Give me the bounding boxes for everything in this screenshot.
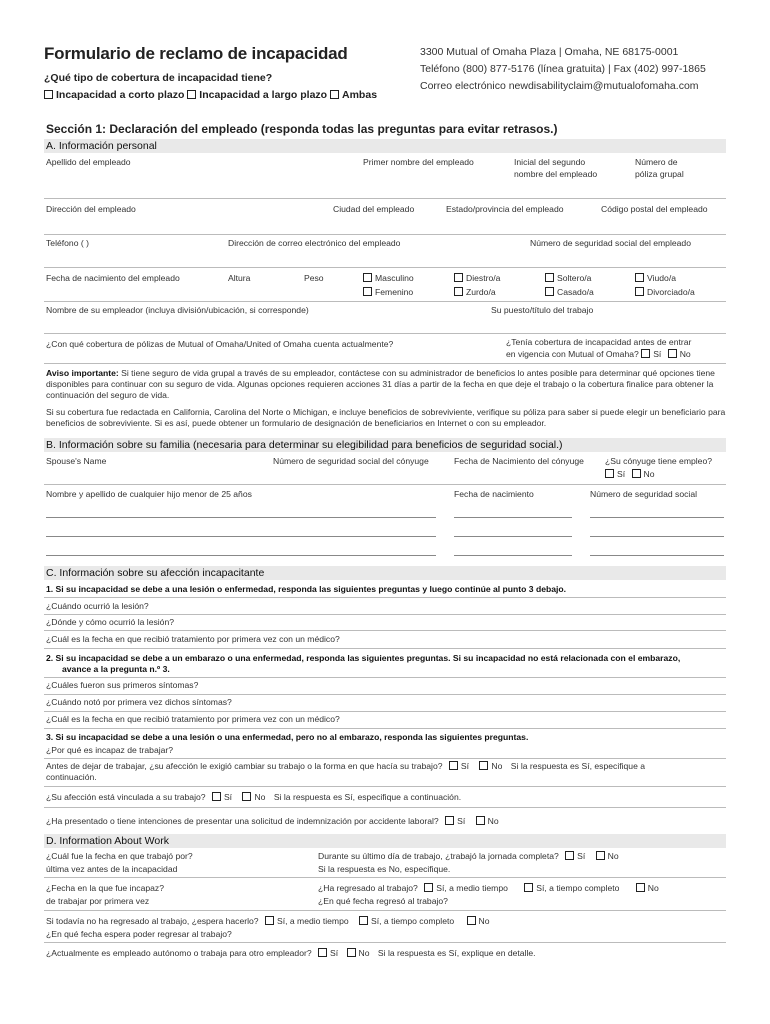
spouse-employed-no-checkbox[interactable]: No xyxy=(632,469,655,479)
field-rule xyxy=(44,333,726,334)
company-address: 3300 Mutual of Omaha Plaza | Omaha, NE 68175-0001 xyxy=(420,46,679,58)
right-handed-checkbox[interactable]: Diestro/a xyxy=(454,273,500,283)
prior-coverage-no-checkbox[interactable]: No xyxy=(668,349,691,359)
child-dob-line[interactable] xyxy=(454,536,572,537)
self-employed-label: ¿Actualmente es empleado autónomo o trabaja para otro empleador? Sí No Si la respuesta es Sí, explique en detalle. xyxy=(46,948,536,958)
expect-full-checkbox[interactable]: Sí, a tiempo completo xyxy=(359,916,454,926)
child-name-line[interactable] xyxy=(46,536,436,537)
widowed-checkbox[interactable]: Viudo/a xyxy=(635,273,676,283)
field-rule xyxy=(44,630,726,631)
middle-initial-label-2: nombre del empleado xyxy=(514,169,598,179)
field-rule xyxy=(44,614,726,615)
returned-when-label: ¿En qué fecha regresó al trabajo? xyxy=(318,896,448,906)
last-worked-label-1: ¿Cuál fue la fecha en que trabajó por? xyxy=(46,851,193,861)
q3-work-related-no-checkbox[interactable]: No xyxy=(242,792,265,802)
spouse-employed-options xyxy=(605,469,655,479)
dob-label: Fecha de nacimiento del empleado xyxy=(46,273,180,283)
height-label: Altura xyxy=(228,273,251,283)
q2-symptoms-label: ¿Cuáles fueron sus primeros síntomas? xyxy=(46,680,199,690)
employer-label: Nombre de su empleador (incluya división/ubicación, si corresponde) xyxy=(46,305,309,315)
self-employed-yes-checkbox[interactable]: Sí xyxy=(318,948,338,958)
q3-compensation-label: ¿Ha presentado o tiene intenciones de presentar una solicitud de indemnización por accidente laboral? Sí No xyxy=(46,816,499,826)
prior-coverage-yes-checkbox[interactable]: Sí xyxy=(641,349,661,359)
spouse-ssn-label: Número de seguridad social del cónyuge xyxy=(273,456,429,466)
current-coverage-label: ¿Con qué cobertura de pólizas de Mutual of Omaha/United of Omaha cuenta actualmente? xyxy=(46,339,394,349)
female-checkbox[interactable]: Femenino xyxy=(363,287,413,297)
field-rule xyxy=(44,942,726,943)
field-rule xyxy=(44,694,726,695)
field-rule xyxy=(44,267,726,268)
child-ssn-line[interactable] xyxy=(590,517,724,518)
child-dob-line[interactable] xyxy=(454,555,572,556)
child-ssn-label: Número de seguridad social xyxy=(590,489,698,499)
weight-label: Peso xyxy=(304,273,324,283)
q2-noticed-label: ¿Cuándo notó por primera vez dichos síntomas? xyxy=(46,697,232,707)
policy-label-1: Número de xyxy=(635,157,678,167)
both-checkbox[interactable]: Ambas xyxy=(330,89,377,101)
divorced-checkbox[interactable]: Divorciado/a xyxy=(635,287,695,297)
q3-work-related-yes-checkbox[interactable]: Sí xyxy=(212,792,232,802)
part-c-heading: C. Información sobre su afección incapacitante xyxy=(44,566,726,580)
field-rule xyxy=(44,910,726,911)
returned-no-checkbox[interactable]: No xyxy=(636,883,659,893)
q3-compensation-no-checkbox[interactable]: No xyxy=(476,816,499,826)
field-rule xyxy=(44,711,726,712)
q3-change-no-checkbox[interactable]: No xyxy=(479,761,502,771)
full-day-if-label: Si la respuesta es No, especifique. xyxy=(318,864,451,874)
field-rule xyxy=(44,877,726,878)
expect-return-label: Si todavía no ha regresado al trabajo, ¿espera hacerlo? Sí, a medio tiempo Sí, a tiempo completo No xyxy=(46,916,490,926)
middle-initial-label-1: Inicial del segundo xyxy=(514,157,586,167)
last-worked-label-2: última vez antes de la incapacidad xyxy=(46,864,178,874)
long-term-checkbox[interactable]: Incapacidad a largo plazo xyxy=(187,89,327,101)
city-label: Ciudad del empleado xyxy=(333,204,415,214)
returned-full-checkbox[interactable]: Sí, a tiempo completo xyxy=(524,883,619,893)
survivor-notice: Si su cobertura fue redactada en California, Carolina del Norte o Michigan, e incluye beneficios de sobreviviente, verifique su póliza para saber si puede elegir un beneficiario para beneficios de sobreviviente. Si es así, puede obtener un formulario de designación de beneficiarios en Internet o con su empleador. xyxy=(46,407,726,428)
child-dob-label: Fecha de nacimiento xyxy=(454,489,534,499)
field-rule xyxy=(44,363,726,364)
unable-label-2: de trabajar por primera vez xyxy=(46,896,150,906)
q3-why-label: ¿Por qué es incapaz de trabajar? xyxy=(46,745,174,755)
married-checkbox[interactable]: Casado/a xyxy=(545,287,594,297)
q3-work-related-label: ¿Su afección está vinculada a su trabajo? Sí No Si la respuesta es Sí, especifique a continuación. xyxy=(46,792,462,802)
part-a-heading: A. Información personal xyxy=(44,139,726,153)
field-rule xyxy=(44,484,726,485)
spouse-name-label: Spouse's Name xyxy=(46,456,107,466)
q3-change-label: Antes de dejar de trabajar, ¿su afección le exigió cambiar su trabajo o la forma en que hacía su trabajo? Sí No Si la respuesta es Sí, especifique a xyxy=(46,761,646,771)
short-term-checkbox[interactable]: Incapacidad a corto plazo xyxy=(44,89,184,101)
question-1: 1. Si su incapacidad se debe a una lesión o enfermedad, responda las siguientes preguntas y luego continúe al punto 3 debajo. xyxy=(46,584,567,594)
form-title: Formulario de reclamo de incapacidad xyxy=(44,44,348,63)
field-rule xyxy=(44,301,726,302)
coverage-question: ¿Qué tipo de cobertura de incapacidad tiene? xyxy=(44,72,273,84)
male-checkbox[interactable]: Masculino xyxy=(363,273,414,283)
address-label: Dirección del empleado xyxy=(46,204,136,214)
field-rule xyxy=(44,648,726,649)
part-d-heading: D. Information About Work xyxy=(44,834,726,848)
part-b-heading: B. Información sobre su familia (necesaria para determinar su elegibilidad para beneficios de seguridad social.) xyxy=(44,438,726,452)
field-rule xyxy=(44,597,726,598)
zip-label: Código postal del empleado xyxy=(601,204,708,214)
q1-treatment-label: ¿Cuál es la fecha en que recibió tratamiento por primera vez con un médico? xyxy=(46,634,340,644)
unable-label-1: ¿Fecha en la que fue incapaz? xyxy=(46,883,165,893)
job-title-label: Su puesto/título del trabajo xyxy=(491,305,594,315)
field-rule xyxy=(44,728,726,729)
self-employed-no-checkbox[interactable]: No xyxy=(347,948,370,958)
last-name-label: Apellido del empleado xyxy=(46,157,131,167)
full-day-yes-checkbox[interactable]: Sí xyxy=(565,851,585,861)
section1-heading: Sección 1: Declaración del empleado (responda todas las preguntas para evitar retrasos.) xyxy=(46,122,558,136)
child-dob-line[interactable] xyxy=(454,517,572,518)
expect-part-checkbox[interactable]: Sí, a medio tiempo xyxy=(265,916,349,926)
coverage-options xyxy=(44,89,377,101)
spouse-dob-label: Fecha de Nacimiento del cónyuge xyxy=(454,456,584,466)
prior-coverage-label-2: en vigencia con Mutual of Omaha? Sí No xyxy=(506,349,691,359)
child-ssn-line[interactable] xyxy=(590,555,724,556)
field-rule xyxy=(44,758,726,759)
expect-when-label: ¿En qué fecha espera poder regresar al trabajo? xyxy=(46,929,232,939)
single-checkbox[interactable]: Soltero/a xyxy=(545,273,591,283)
company-phone: Teléfono (800) 877-5176 (línea gratuita) | Fax (402) 997-1865 xyxy=(420,63,706,75)
email-label: Dirección de correo electrónico del empleado xyxy=(228,238,401,248)
returned-label: ¿Ha regresado al trabajo? Sí, a medio tiempo Sí, a tiempo completo No xyxy=(318,883,659,893)
left-handed-checkbox[interactable]: Zurdo/a xyxy=(454,287,496,297)
field-rule xyxy=(44,807,726,808)
spouse-employed-yes-checkbox[interactable]: Sí xyxy=(605,469,625,479)
q2-treatment-label: ¿Cuál es la fecha en que recibió tratamiento por primera vez con un médico? xyxy=(46,714,340,724)
question-2: 2. Si su incapacidad se debe a un embarazo o una enfermedad, responda las siguientes preguntas. Si su incapacidad no está relacionada con el embarazo, xyxy=(46,653,681,663)
state-label: Estado/provincia del empleado xyxy=(446,204,564,214)
first-name-label: Primer nombre del empleado xyxy=(363,157,474,167)
full-day-no-checkbox[interactable]: No xyxy=(596,851,619,861)
full-day-label: Durante su último día de trabajo, ¿trabajó la jornada completa? Sí No xyxy=(318,851,619,861)
expect-no-checkbox[interactable]: No xyxy=(467,916,490,926)
child-name-label: Nombre y apellido de cualquier hijo menor de 25 años xyxy=(46,489,252,499)
important-notice: Aviso importante: Si tiene seguro de vida grupal a través de su empleador, contáctese con su administrador de beneficios lo antes posible para determinar qué opciones tiene disponibles para continuar con su seguro de vida. Algunas opciones requieren acciones 31 días a partir de la fecha en que deje el trabajo o la cobertura finalice para obtener la continuación del seguro de vida. xyxy=(46,368,715,400)
question-3: 3. Si su incapacidad se debe a una lesión o una enfermedad, pero no al embarazo, responda las siguientes preguntas. xyxy=(46,732,529,742)
spouse-employed-label: ¿Su cónyuge tiene empleo? xyxy=(605,456,713,466)
q3-compensation-yes-checkbox[interactable]: Sí xyxy=(445,816,465,826)
field-rule xyxy=(44,198,726,199)
contact-block xyxy=(420,44,706,95)
q3-change-cont: continuación. xyxy=(46,772,97,782)
phone-label: Teléfono ( ) xyxy=(46,238,89,248)
q3-change-yes-checkbox[interactable]: Sí xyxy=(449,761,469,771)
child-ssn-line[interactable] xyxy=(590,536,724,537)
field-rule xyxy=(44,234,726,235)
child-name-line[interactable] xyxy=(46,517,436,518)
ssn-label: Número de seguridad social del empleado xyxy=(530,238,691,248)
field-rule xyxy=(44,677,726,678)
company-email: Correo electrónico newdisabilityclaim@mutualofomaha.com xyxy=(420,80,699,92)
returned-part-checkbox[interactable]: Sí, a medio tiempo xyxy=(424,883,508,893)
question-2-cont: avance a la pregunta n.º 3. xyxy=(62,664,170,674)
prior-coverage-label-1: ¿Tenía cobertura de incapacidad antes de entrar xyxy=(506,337,692,347)
q1-when-label: ¿Cuándo ocurrió la lesión? xyxy=(46,601,149,611)
field-rule xyxy=(44,786,726,787)
policy-label-2: póliza grupal xyxy=(635,169,684,179)
q1-where-label: ¿Dónde y cómo ocurrió la lesión? xyxy=(46,617,175,627)
child-name-line[interactable] xyxy=(46,555,436,556)
